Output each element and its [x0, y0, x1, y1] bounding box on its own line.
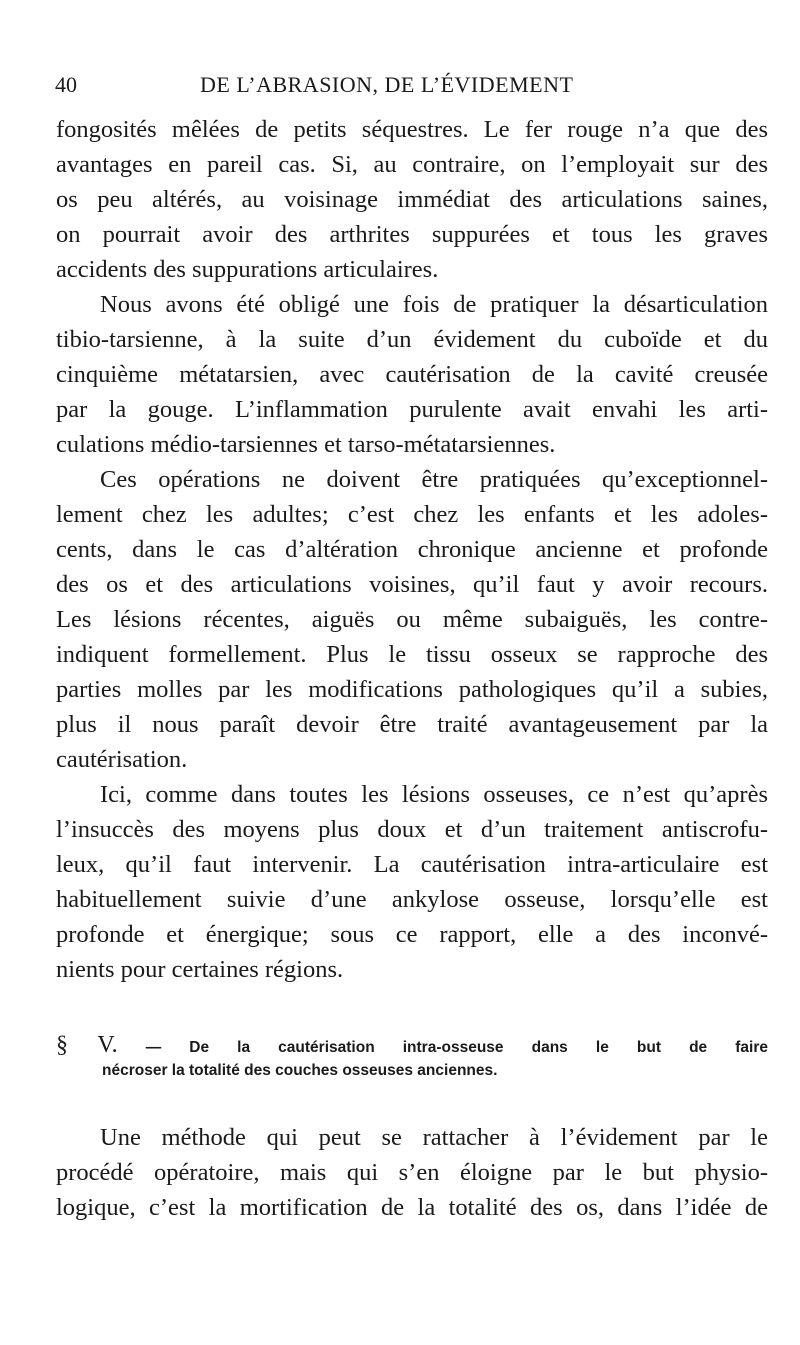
- text-line: lement chez les adultes; c’est chez les enfants et les adoles-: [56, 501, 768, 528]
- text-line: habituellement suivie d’une ankylose osseuse, lorsqu’elle est: [56, 886, 768, 913]
- text-line: indiquent formellement. Plus le tissu osseux se rapproche des: [56, 641, 768, 668]
- text-line: procédé opératoire, mais qui s’en éloigne par le but physio-: [56, 1159, 768, 1186]
- text-line: plus il nous paraît devoir être traité avantageusement par la: [56, 711, 768, 738]
- text-line: cautérisation.: [56, 746, 188, 773]
- text-line: culations médio-tarsiennes et tarso-métatarsiennes.: [56, 431, 556, 458]
- text-line: Ces opérations ne doivent être pratiquées qu’exceptionnel-: [100, 466, 768, 493]
- text-line: l’insuccès des moyens plus doux et d’un traitement antiscrofu-: [56, 816, 768, 843]
- text-line: on pourrait avoir des arthrites suppurées et tous les graves: [56, 221, 768, 248]
- text-line: parties molles par les modifications pathologiques qu’il a subies,: [56, 676, 768, 703]
- text-line: Les lésions récentes, aiguës ou même subaiguës, les contre-: [56, 606, 768, 633]
- text-line: logique, c’est la mortification de la totalité des os, dans l’idée de: [56, 1194, 768, 1221]
- section-symbol: § V.: [56, 1032, 118, 1058]
- text-line: accidents des suppurations articulaires.: [56, 256, 439, 283]
- text-line: cinquième métatarsien, avec cautérisation de la cavité creusée: [56, 361, 768, 388]
- page-number: 40: [55, 72, 77, 97]
- text-line: leux, qu’il faut intervenir. La cautérisation intra-articulaire est: [56, 851, 768, 878]
- text-line: Ici, comme dans toutes les lésions osseuses, ce n’est qu’après: [100, 781, 768, 808]
- text-line: nients pour certaines régions.: [56, 956, 344, 983]
- section-heading-line-1: — De la cautérisation intra-osseuse dans le but de faire: [145, 1039, 768, 1056]
- page-header: [55, 72, 755, 104]
- running-title: DE L’ABRASION, DE L’ÉVIDEMENT: [200, 72, 574, 97]
- text-line: cents, dans le cas d’altération chronique ancienne et profonde: [56, 536, 768, 563]
- text-line: profonde et énergique; sous ce rapport, elle a des inconvé-: [56, 921, 768, 948]
- section-heading-line-2: nécroser la totalité des couches osseuses anciennes.: [102, 1062, 498, 1079]
- text-line: os peu altérés, au voisinage immédiat des articulations saines,: [56, 186, 768, 213]
- text-line: tibio-tarsienne, à la suite d’un évidement du cuboïde et du: [56, 326, 768, 353]
- text-line: des os et des articulations voisines, qu’il faut y avoir recours.: [56, 571, 768, 598]
- text-line: Une méthode qui peut se rattacher à l’évidement par le: [100, 1124, 768, 1151]
- text-line: Nous avons été obligé une fois de pratiquer la désarticulation: [100, 291, 768, 318]
- text-line: par la gouge. L’inflammation purulente avait envahi les arti-: [56, 396, 768, 423]
- section-heading: [56, 1034, 768, 1059]
- text-line: fongosités mêlées de petits séquestres. Le fer rouge n’a que des: [56, 116, 768, 143]
- text-line: avantages en pareil cas. Si, au contraire, on l’employait sur des: [56, 151, 768, 178]
